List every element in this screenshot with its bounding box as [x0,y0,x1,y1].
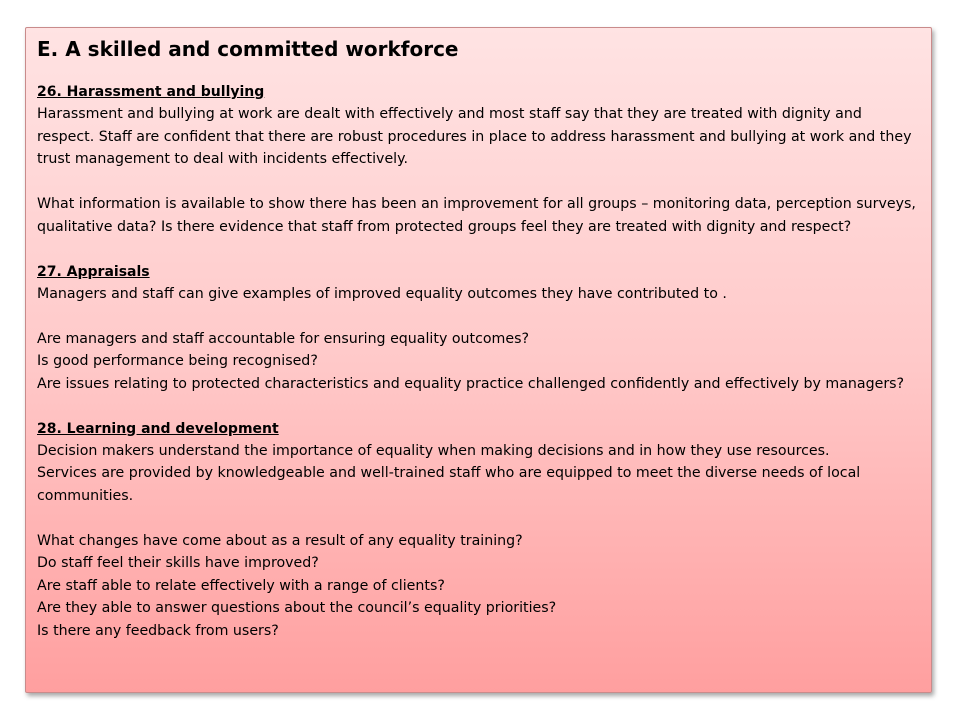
slide-title: E. A skilled and committed workforce [37,37,459,61]
spacer [37,238,921,261]
section-paragraph: Managers and staff can give examples of improved equality outcomes they have contributed to . [37,285,727,302]
section-paragraph: Is there any feedback from users? [37,622,279,639]
section-paragraph: What information is available to show there has been an improvement for all groups – monitoring data, perception surveys, qualitative data? Is there evidence that staff from protected groups feel they are treated with dignity and respect? [37,196,916,235]
section-heading-learning: 28. Learning and development [37,420,279,437]
section-heading-harassment: 26. Harassment and bullying [37,84,265,100]
section-paragraph: Are staff able to relate effectively with a range of clients? [37,577,445,594]
section-paragraph: Are managers and staff accountable for ensuring equality outcomes? [37,330,530,347]
section-paragraph: Harassment and bullying at work are dealt with effectively and most staff say that they are treated with dignity and respect. Staff are confident that there are robust procedures in place to address harassment and bullying at work and they trust management to deal with incidents effectively. [37,106,912,167]
spacer [37,171,921,194]
section-paragraph: Are they able to answer questions about the council’s equality priorities? [37,600,557,616]
spacer [37,395,921,418]
spacer [37,305,921,328]
section-paragraph: Decision makers understand the importance of equality when making decisions and in how they use resources. [37,442,830,459]
section-heading-appraisals: 27. Appraisals [37,263,150,280]
content-box [25,27,932,693]
section-paragraph: What changes have come about as a result of any equality training? [37,532,523,549]
section-paragraph: Are issues relating to protected characteristics and equality practice challenged confidently and effectively by managers? [37,375,905,392]
spacer [37,507,921,530]
section-paragraph: Do staff feel their skills have improved? [37,555,319,571]
section-paragraph: Is good performance being recognised? [37,353,318,369]
section-paragraph: Services are provided by knowledgeable and well-trained staff who are equipped to meet the diverse needs of local communities. [37,465,861,504]
